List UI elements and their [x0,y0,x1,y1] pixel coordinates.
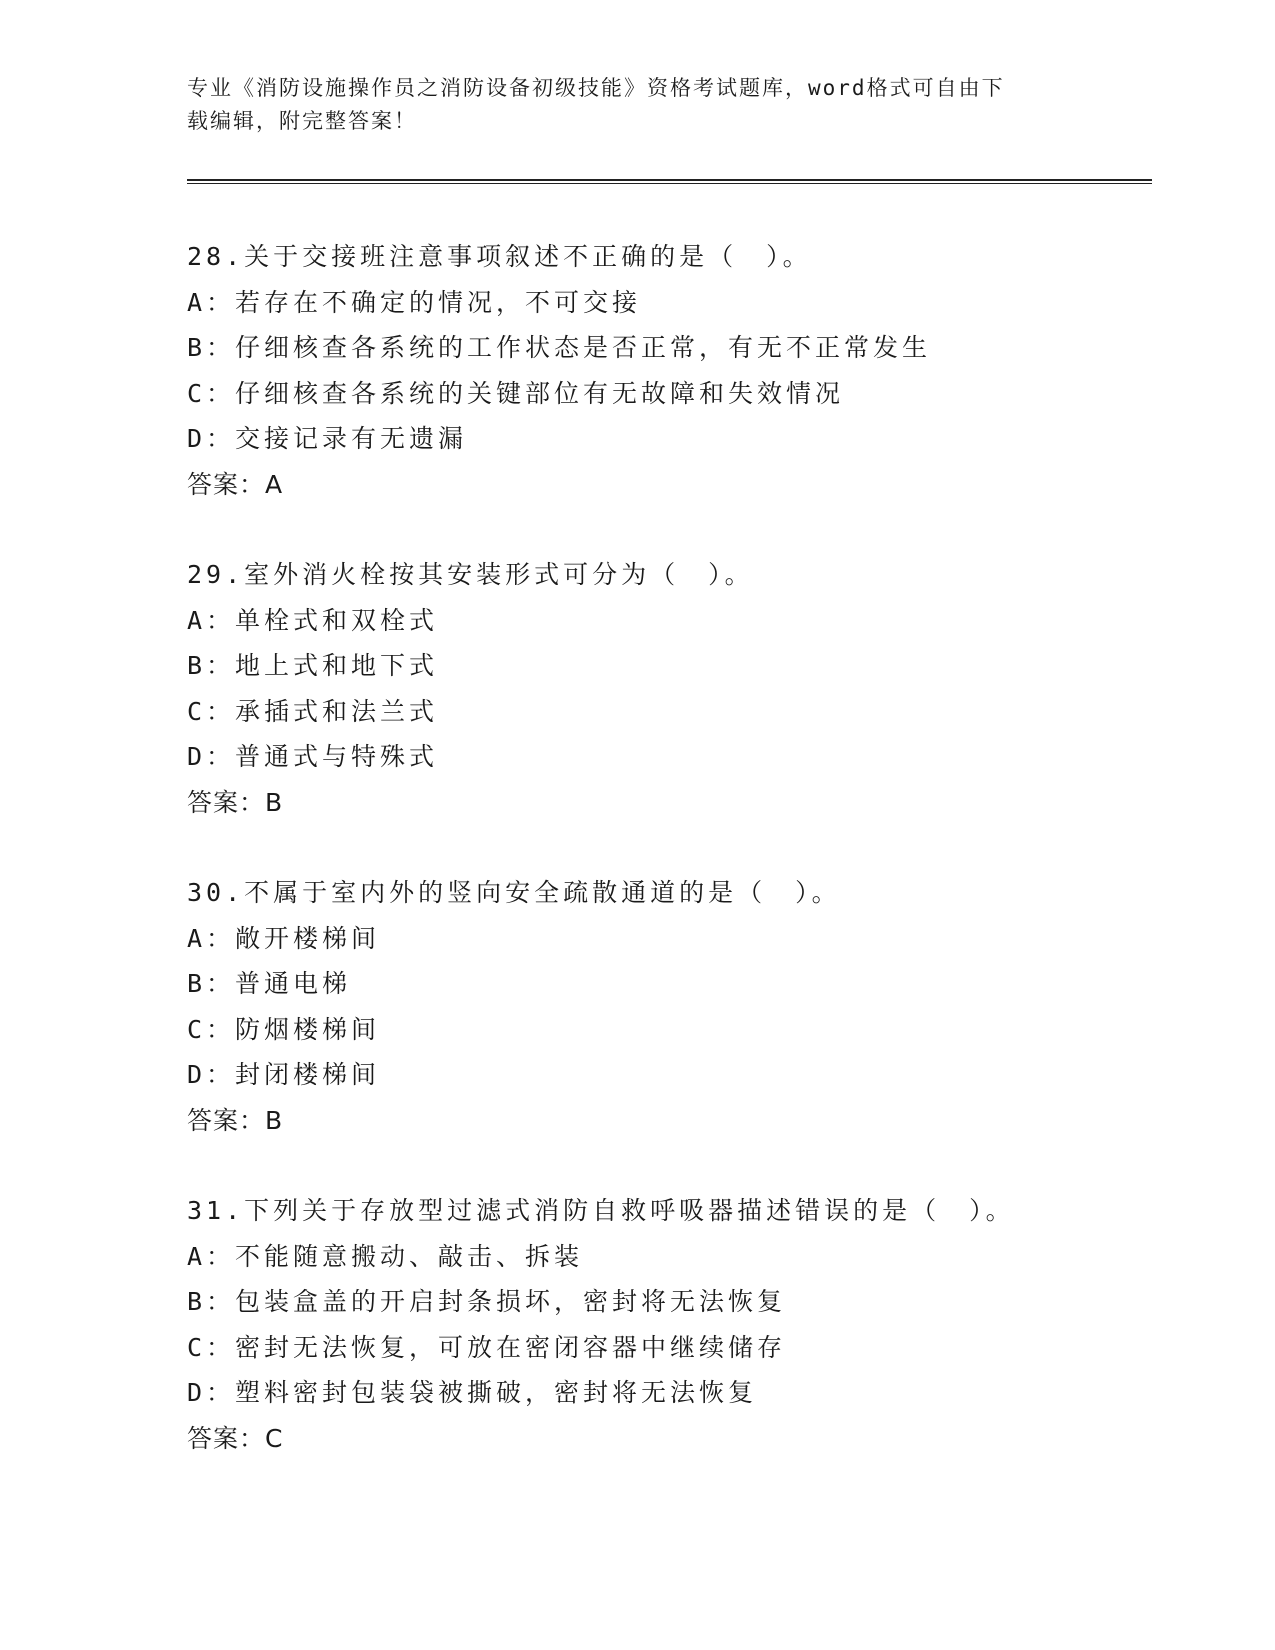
option-d: D：交接记录有无遗漏 [187,424,468,453]
question-29 [187,552,1152,870]
option-a: A：单栓式和双栓式 [187,605,439,635]
header-line-2: 载编辑，附完整答案！ [187,109,417,133]
header-divider [187,179,1152,184]
option-c: C：仔细核查各系统的关键部位有无故障和失效情况 [187,378,845,408]
option-a: A：若存在不确定的情况，不可交接 [187,287,642,317]
question-stem: 31.下列关于存放型过滤式消防自救呼吸器描述错误的是（ ）。 [187,1196,1015,1225]
option-b: B：仔细核查各系统的工作状态是否正常，有无不正常发生 [187,333,932,362]
option-a: A：敞开楼梯间 [187,923,381,953]
option-b: B：包装盒盖的开启封条损坏，密封将无法恢复 [187,1287,787,1316]
document-header [187,72,1087,138]
question-stem: 29.室外消火栓按其安装形式可分为（ ）。 [187,560,754,589]
question-stem: 30.不属于室内外的竖向安全疏散通道的是（ ）。 [187,878,841,907]
option-a: A：不能随意搬动、敲击、拆装 [187,1241,584,1271]
question-31 [187,1188,1152,1506]
option-d: D：封闭楼梯间 [187,1060,381,1089]
header-line-1: 专业《消防设施操作员之消防设备初级技能》资格考试题库，word格式可自由下 [187,76,1005,100]
question-28 [187,234,1152,552]
question-30 [187,870,1152,1188]
answer: 答案：A [187,469,284,499]
option-c: C：承插式和法兰式 [187,696,439,726]
answer: 答案：C [187,1423,284,1453]
answer: 答案：B [187,1105,284,1135]
answer: 答案：B [187,787,284,817]
option-d: D：塑料密封包装袋被撕破，密封将无法恢复 [187,1378,758,1407]
option-b: B：地上式和地下式 [187,651,439,680]
option-b: B：普通电梯 [187,969,352,998]
option-c: C：密封无法恢复，可放在密闭容器中继续储存 [187,1332,787,1362]
option-c: C：防烟楼梯间 [187,1014,381,1044]
question-stem: 28.关于交接班注意事项叙述不正确的是（ ）。 [187,242,812,271]
option-d: D：普通式与特殊式 [187,742,439,771]
question-list [187,234,1152,1506]
